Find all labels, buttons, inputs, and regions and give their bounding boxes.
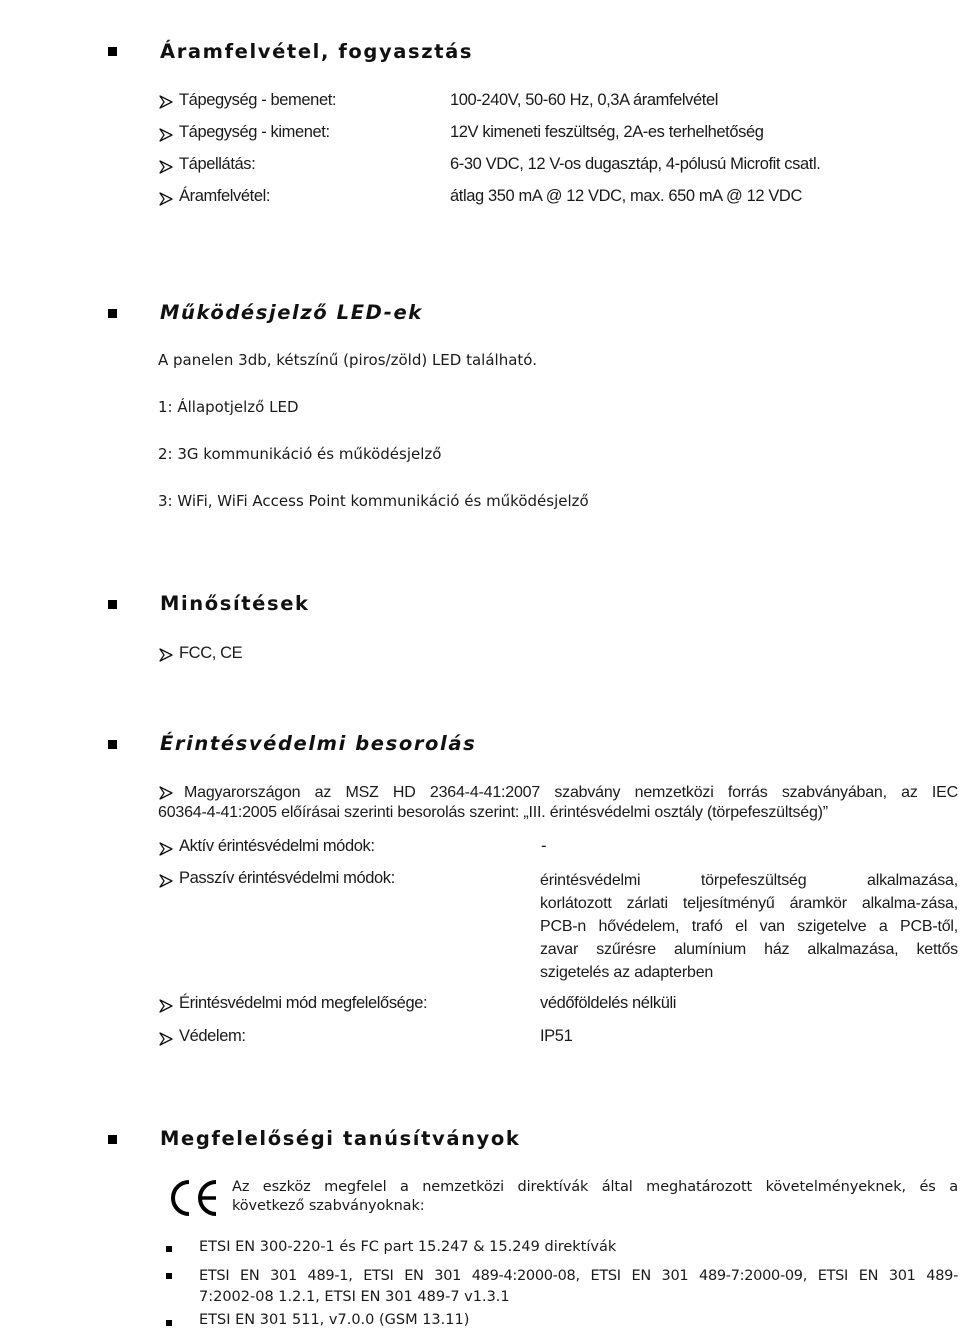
arrow-bullet-icon	[159, 1032, 173, 1046]
certification-item: FCC, CE	[179, 644, 243, 662]
passive-mode-line: szigetelés az adapterben	[540, 964, 714, 981]
led-item: 1: Állapotjelző LED	[158, 398, 299, 416]
standard-item: ETSI EN 301 489-1, ETSI EN 301 489-4:2000-08, ETSI EN 301 489-7:2000-09, ETSI EN 301 489-	[199, 1268, 958, 1284]
passive-mode-label: Passzív érintésvédelmi módok:	[179, 869, 395, 887]
section-bullet-icon	[108, 309, 117, 318]
section-title-certifications: Minősítések	[160, 592, 310, 615]
power-value: átlag 350 mA @ 12 VDC, max. 650 mA @ 12 VDC	[450, 187, 802, 205]
protection-paragraph-line2: 60364-4-41:2005 előírásai szerinti besorolás szerint: „III. érintésvédelmi osztály (törpefeszültség)”	[158, 804, 828, 821]
arrow-bullet-icon	[159, 128, 173, 142]
active-mode-value: -	[541, 837, 547, 855]
protection-paragraph-line1: Magyarországon az MSZ HD 2364-4-41:2007 szabvány nemzetközi forrás szabványában, az IEC	[184, 784, 958, 801]
power-label: Tápegység - kimenet:	[179, 123, 330, 141]
list-bullet-icon	[166, 1320, 172, 1326]
arrow-bullet-icon	[159, 160, 173, 174]
power-label: Áramfelvétel:	[179, 187, 271, 205]
arrow-bullet-icon	[159, 999, 173, 1013]
protection-class-label: Védelem:	[179, 1027, 246, 1045]
ce-mark-icon	[164, 1178, 220, 1218]
power-label: Tápegység - bemenet:	[179, 91, 337, 109]
section-bullet-icon	[108, 1135, 117, 1144]
passive-mode-line: érintésvédelmi törpefeszültség alkalmazása,	[540, 872, 958, 889]
section-bullet-icon	[108, 600, 117, 609]
passive-mode-line: zavar szűrésre alumínium ház alkalmazása, kettős	[540, 941, 958, 958]
ce-statement-line2: következő szabványoknak:	[232, 1198, 425, 1214]
section-bullet-icon	[108, 47, 117, 56]
arrow-bullet-icon	[159, 192, 173, 206]
protection-class-value: IP51	[540, 1027, 573, 1045]
power-value: 100-240V, 50-60 Hz, 0,3A áramfelvétel	[450, 91, 719, 109]
passive-mode-line: korlátozott zárlati teljesítményű áramkör alkalma-zása,	[540, 895, 958, 912]
section-title-protection: Érintésvédelmi besorolás	[160, 732, 477, 755]
conformity-label: Érintésvédelmi mód megfelelősége:	[179, 994, 428, 1012]
passive-mode-line: PCB-n hővédelem, trafó el van szigetelve a PCB-től,	[540, 918, 958, 935]
led-item: 2: 3G kommunikáció és működésjelző	[158, 445, 442, 463]
led-intro: A panelen 3db, kétszínű (piros/zöld) LED található.	[158, 351, 537, 369]
section-title-leds: Működésjelző LED-ek	[160, 301, 423, 324]
standard-item-continued: 7:2002-08 1.2.1, ETSI EN 301 489-7 v1.3.1	[199, 1289, 510, 1305]
section-title-compliance: Megfelelőségi tanúsítványok	[160, 1127, 521, 1150]
list-bullet-icon	[166, 1273, 172, 1279]
power-label: Tápellátás:	[179, 155, 256, 173]
section-bullet-icon	[108, 740, 117, 749]
power-value: 6-30 VDC, 12 V-os dugasztáp, 4-pólusú Microfit csatl.	[450, 155, 821, 173]
power-value: 12V kimeneti feszültség, 2A-es terhelhetőség	[450, 123, 764, 141]
arrow-bullet-icon	[159, 874, 173, 888]
standard-item: ETSI EN 300-220-1 és FC part 15.247 & 15.249 direktívák	[199, 1239, 617, 1255]
led-item: 3: WiFi, WiFi Access Point kommunikáció és működésjelző	[158, 492, 589, 510]
arrow-bullet-icon	[159, 95, 173, 109]
arrow-bullet-icon	[159, 842, 173, 856]
active-mode-label: Aktív érintésvédelmi módok:	[179, 837, 375, 855]
standard-item: ETSI EN 301 511, v7.0.0 (GSM 13.11)	[199, 1312, 470, 1328]
ce-statement-line1: Az eszköz megfelel a nemzetközi direktívák által meghatározott követelményeknek, és a	[232, 1179, 958, 1195]
arrow-bullet-icon	[159, 648, 173, 662]
passive-mode-value	[540, 869, 958, 984]
list-bullet-icon	[166, 1246, 172, 1252]
section-title-power: Áramfelvétel, fogyasztás	[160, 40, 474, 63]
arrow-bullet-icon	[159, 786, 173, 800]
conformity-value: védőföldelés nélküli	[540, 994, 677, 1012]
